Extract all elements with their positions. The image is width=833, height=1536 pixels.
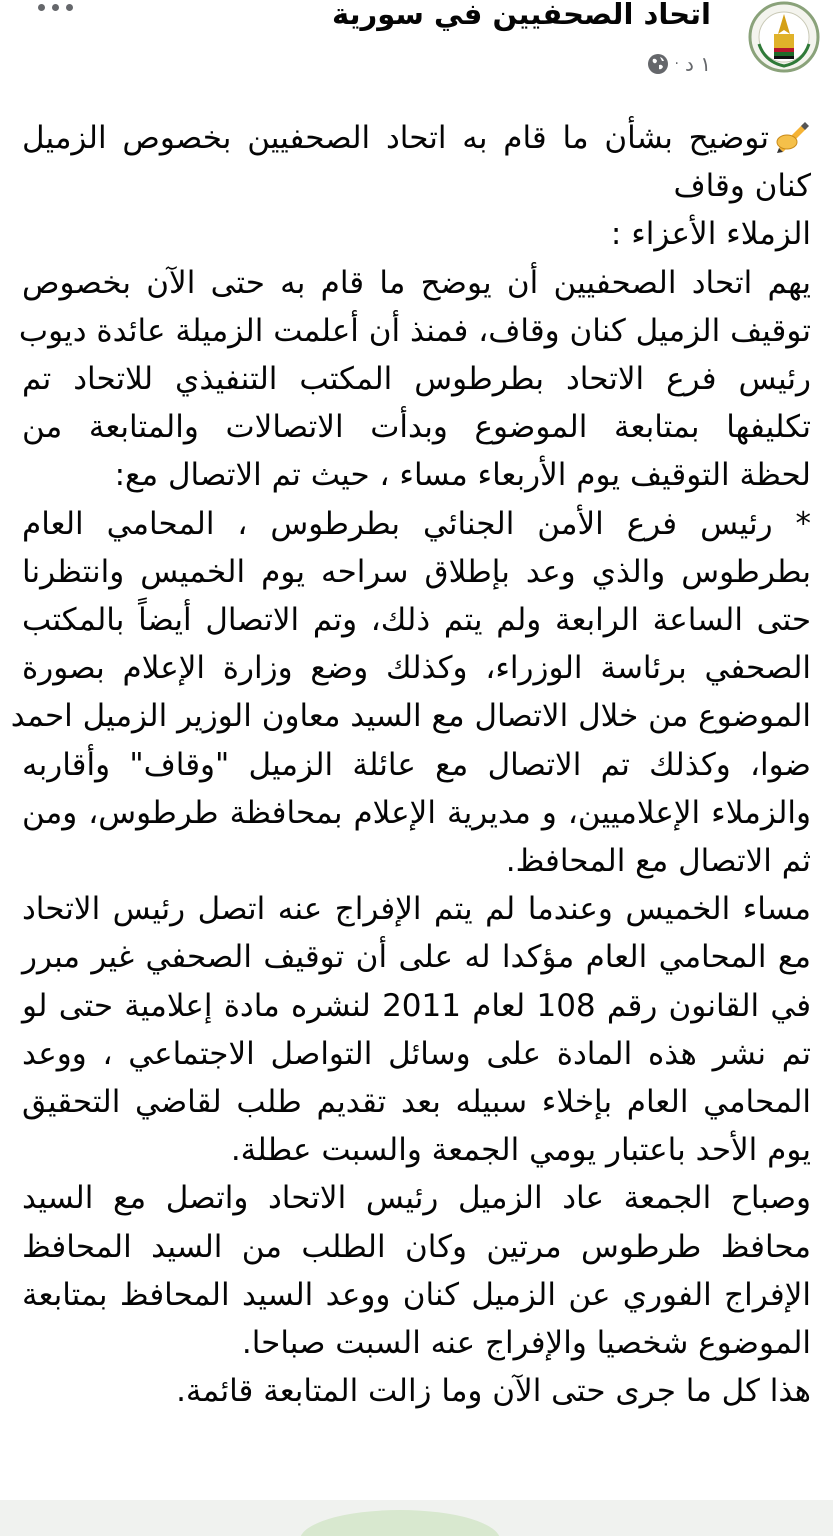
post-text-line [22, 548, 811, 596]
post-text-segment: بطرطوس والذي وعد بإطلاق سراحه يوم الخميس وانتظرنا [22, 553, 811, 590]
post-text-line [22, 644, 811, 692]
globe-icon[interactable] [647, 53, 669, 75]
post-attachment-image[interactable] [0, 1500, 833, 1536]
post-text-segment: ضوا، وكذلك تم الاتصال مع عائلة الزميل "وقاف" وأقاربه [22, 746, 811, 783]
post-text-segment: مساء الخميس وعندما لم يتم الإفراج عنه اتصل رئيس الاتحاد [22, 891, 811, 928]
post-text-segment: لحظة التوقيف يوم الأربعاء مساء ، حيث تم الاتصال مع: [114, 457, 811, 494]
post-text-line [22, 1367, 811, 1415]
post-text-segment: الإفراج الفوري عن الزميل كنان ووعد السيد المحافظ بمتابعة [22, 1276, 811, 1313]
post-text-line [22, 741, 811, 789]
post-text-line [22, 403, 811, 451]
post-text-segment: ثم الاتصال مع المحافظ. [505, 843, 811, 880]
post-text-segment: تم نشر هذه المادة على وسائل التواصل الاجتماعي ، ووعد [22, 1035, 811, 1072]
post-text-segment: المحامي العام بإخلاء سبيله بعد تقديم طلب لقاضي التحقيق [22, 1084, 811, 1121]
post-text [10, 114, 812, 1415]
post-text-line [22, 114, 811, 162]
post-text-segment: رئيس فرع الاتحاد بطرطوس المكتب التنفيذي للاتحاد تم [22, 361, 811, 398]
post-text-segment: الموضوع من خلال الاتصال مع السيد معاون الوزير الزميل احمد [10, 698, 811, 735]
post-text-segment: يهم اتحاد الصحفيين أن يوضح ما قام به حتى الآن بخصوص [22, 264, 811, 301]
post-text-line [22, 1126, 811, 1174]
attachment-preview-shape [300, 1510, 500, 1536]
post-text-line [22, 1223, 811, 1271]
post-header [0, 0, 833, 108]
post-meta [647, 52, 711, 76]
post-text-line [22, 1078, 811, 1126]
more-horizontal-icon [52, 4, 59, 11]
post-text-line [22, 885, 811, 933]
post-text-line [22, 982, 811, 1030]
meta-separator: · [674, 56, 679, 72]
post-text-segment: الموضوع شخصيا والإفراج عنه السبت صباحا. [241, 1325, 811, 1362]
post-text-segment: مع المحامي العام مؤكدا له على أن توقيف الصحفي غير مبرر [22, 939, 811, 976]
post-text-segment: حتى الساعة الرابعة ولم يتم ذلك، وتم الاتصال أيضاً بالمكتب [22, 602, 811, 639]
post-text-line [22, 1174, 811, 1222]
post-text-line [22, 596, 811, 644]
post-text-segment: تكليفها بمتابعة الموضوع وبدأت الاتصالات والمتابعة من [22, 409, 811, 446]
page-name-link[interactable]: اتحاد الصحفيين في سورية [332, 0, 711, 31]
post-text-line [22, 837, 811, 885]
post-text-line [22, 1271, 811, 1319]
more-options-button[interactable] [30, 0, 80, 24]
post-text-line [22, 789, 811, 837]
post-text-segment: توقيف الزميل كنان وقاف، فمنذ أن أعلمت الزميلة عائدة ديوب [18, 312, 811, 349]
post-text-segment: محافظ طرطوس مرتين وكان الطلب من السيد المحافظ [22, 1228, 811, 1265]
post-text-line [22, 451, 811, 499]
post-text-segment: هذا كل ما جرى حتى الآن وما زالت المتابعة قائمة. [176, 1373, 811, 1410]
post-text-line [22, 259, 811, 307]
post-text-line [22, 162, 811, 210]
post-text-segment: كنان وقاف [673, 168, 811, 205]
post-text-segment: الصحفي برئاسة الوزراء، وكذلك وضع وزارة الإعلام بصورة [22, 650, 811, 687]
post-text-segment: يوم الأحد باعتبار يومي الجمعة والسبت عطلة. [230, 1132, 811, 1169]
post-text-line [22, 355, 811, 403]
post-text-segment: في القانون رقم 108 لعام 2011 لنشره مادة إعلامية حتى لو [22, 987, 812, 1024]
post-text-segment: * رئيس فرع الأمن الجنائي بطرطوس ، المحامي العام [22, 505, 811, 542]
post-text-line [22, 933, 811, 981]
post-text-line [10, 692, 811, 740]
more-horizontal-icon [66, 4, 73, 11]
post-text-line [22, 500, 811, 548]
post-text-line [22, 1030, 811, 1078]
post-text-line [22, 210, 811, 258]
more-horizontal-icon [38, 4, 45, 11]
post-text-segment: الزملاء الأعزاء : [610, 216, 811, 253]
page-avatar[interactable] [747, 0, 821, 74]
post-timestamp[interactable]: ١ د [684, 52, 711, 76]
post-text-segment: والزملاء الإعلاميين، و مديرية الإعلام بمحافظة طرطوس، ومن [22, 794, 811, 831]
union-logo-avatar [747, 0, 821, 74]
post-text-line [22, 1319, 811, 1367]
post-text-segment: توضيح بشأن ما قام به اتحاد الصحفيين بخصوص الزميل [22, 120, 769, 156]
writing-hand-icon [775, 118, 811, 154]
post-text-line [18, 307, 811, 355]
post-text-segment: وصباح الجمعة عاد الزميل رئيس الاتحاد واتصل مع السيد [22, 1180, 811, 1217]
